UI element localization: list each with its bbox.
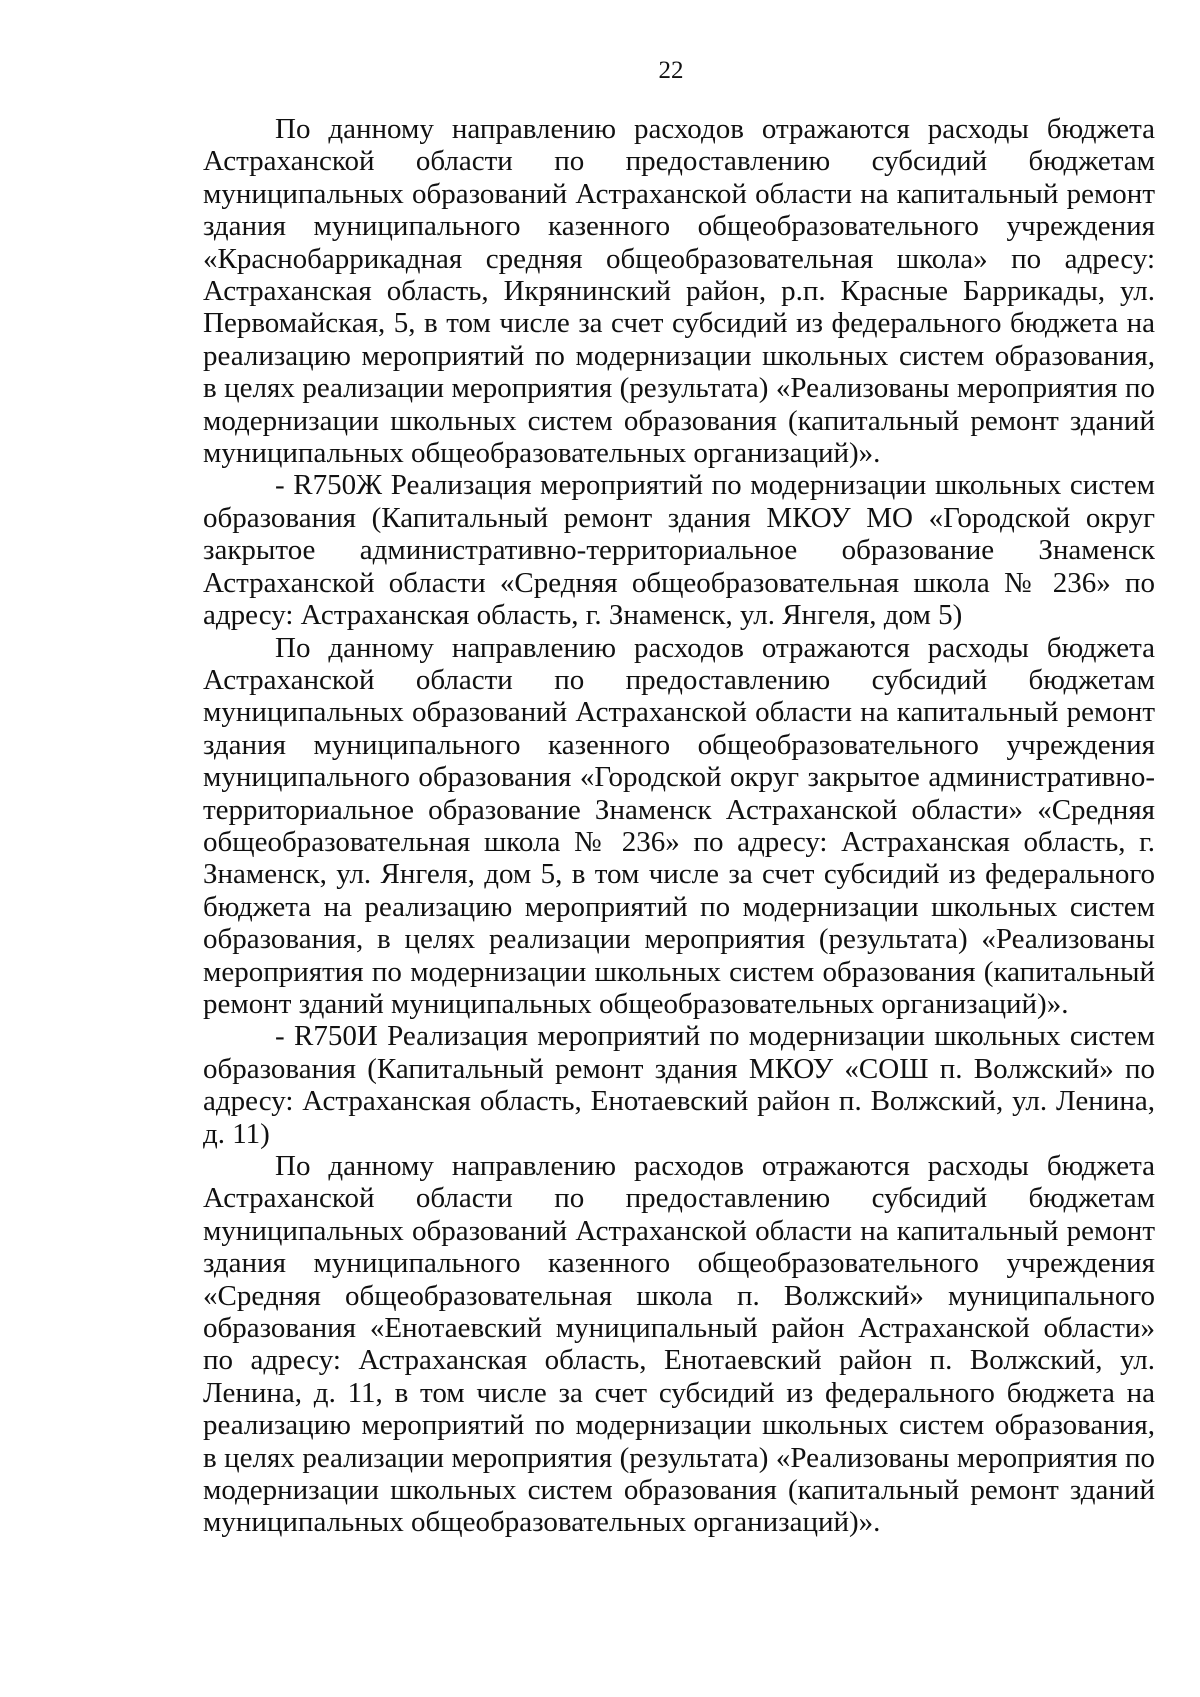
- paragraph-description-3: По данному направлению расходов отражаются расходы бюджета Астраханской области по предоставлению субсидий бюджетам муниципальных образований Астраханской области на капитальный ремонт здания муниципального казенного общеобразовательного учреждения «Средняя общеобразовательная школа п. Волжский» муниципального образования «Енотаевский муниципальный район Астраханской области» по адресу: Астраханская область, Енотаевский район п. Волжский, ул. Ленина, д. 11, в том числе за счет субсидий из федерального бюджета на реализацию мероприятий по модернизации школьных систем образования, в целях реализации мероприятия (результата) «Реализованы мероприятия по модернизации школьных систем образования (капитальный ремонт зданий муниципальных общеобразовательных организаций)».: [203, 1150, 1155, 1539]
- paragraph-item-r750i: - R750И Реализация мероприятий по модернизации школьных систем образования (Капитальный ремонт здания МКОУ «СОШ п. Волжский» по адресу: Астраханская область, Енотаевский район п. Волжский, ул. Ленина, д. 11): [203, 1020, 1155, 1150]
- document-body: [203, 113, 1155, 1539]
- paragraph-description-1: По данному направлению расходов отражаются расходы бюджета Астраханской области по предоставлению субсидий бюджетам муниципальных образований Астраханской области на капитальный ремонт здания муниципального казенного общеобразовательного учреждения «Краснобаррикадная средняя общеобразовательная школа» по адресу: Астраханская область, Икрянинский район, р.п. Красные Баррикады, ул. Первомайская, 5, в том числе за счет субсидий из федерального бюджета на реализацию мероприятий по модернизации школьных систем образования, в целях реализации мероприятия (результата) «Реализованы мероприятия по модернизации школьных систем образования (капитальный ремонт зданий муниципальных общеобразовательных организаций)».: [203, 113, 1155, 470]
- paragraph-description-2: По данному направлению расходов отражаются расходы бюджета Астраханской области по предоставлению субсидий бюджетам муниципальных образований Астраханской области на капитальный ремонт здания муниципального казенного общеобразовательного учреждения муниципального образования «Городской округ закрытое административно-территориальное образование Знаменск Астраханской области» «Средняя общеобразовательная школа № 236» по адресу: Астраханская область, г. Знаменск, ул. Янгеля, дом 5, в том числе за счет субсидий из федерального бюджета на реализацию мероприятий по модернизации школьных систем образования, в целях реализации мероприятия (результата) «Реализованы мероприятия по модернизации школьных систем образования (капитальный ремонт зданий муниципальных общеобразовательных организаций)».: [203, 631, 1155, 1020]
- paragraph-item-r750zh: - R750Ж Реализация мероприятий по модернизации школьных систем образования (Капитальный ремонт здания МКОУ МО «Городской округ закрытое административно-территориальное образование Знаменск Астраханской области «Средняя общеобразовательная школа № 236» по адресу: Астраханская область, г. Знаменск, ул. Янгеля, дом 5): [203, 469, 1155, 632]
- page-number: 22: [658, 57, 684, 84]
